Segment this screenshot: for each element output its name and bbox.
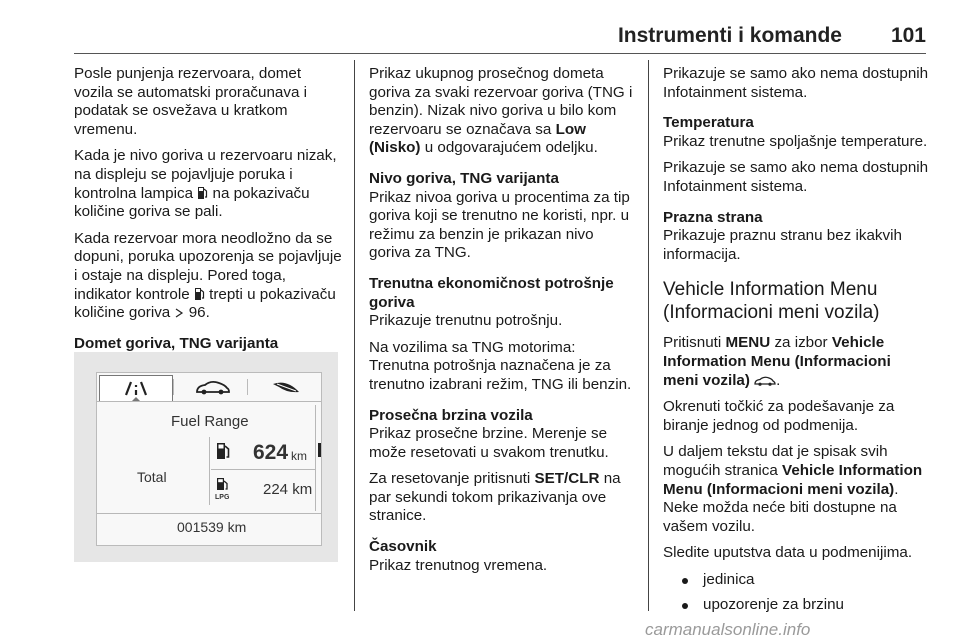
paragraph: Okrenuti točkić za podešavanje za biranje jednog od podmenija.: [663, 398, 895, 434]
text: Kada rezervoar mora neodložno da se dopuni, poruka upozorenja se pojavljuje i ostaje na displeju. Pored toga, indikator kontrole: [74, 229, 342, 303]
tab-selected: [99, 375, 173, 401]
text: u odgovarajućem odeljku.: [424, 139, 598, 157]
page-title: Instrumenti i komande: [617, 24, 842, 47]
fuel-range-unit: km: [291, 449, 307, 463]
divider: [209, 437, 210, 505]
list-item: jedinica: [663, 571, 929, 590]
car-icon: [175, 375, 247, 401]
road-icon: [100, 376, 172, 402]
tab-eco: [249, 375, 321, 401]
page-reference[interactable]: 96.: [188, 304, 210, 322]
bullet-list: [663, 571, 929, 615]
car-icon: [754, 375, 776, 387]
fuel-pump-icon: [197, 186, 208, 200]
paragraph: Prikaz trenutnog vremena.: [369, 556, 548, 574]
column-3: [663, 65, 929, 622]
paragraph: Prikazuje se samo ako nema dostupnih Infotainment sistema.: [663, 159, 929, 195]
bold-term: Vehicle Information Menu (Informacioni meni vozila): [663, 334, 891, 389]
tab-separator: [173, 379, 174, 395]
text: Prikaz ukupnog prosečnog dometa goriva za svaki rezervoar goriva (TNG i benzin). Nizak nivo goriva u bilo kom rezervoaru se označava sa: [369, 65, 633, 138]
column-1: [74, 65, 342, 353]
section-heading: Temperatura: [663, 114, 754, 132]
paragraph: [369, 65, 635, 158]
text: Neke možda neće biti dostupne na vašem vozilu.: [663, 499, 897, 535]
text: trepti u pokazivaču količine goriva: [74, 285, 336, 322]
text: na par sekundi tokom prikazivanja ove stranice.: [369, 470, 621, 525]
display-screen: [96, 372, 322, 546]
button-name: MENU: [725, 334, 771, 352]
odometer: 001539 km: [177, 519, 247, 535]
text: U daljem tekstu dat je spisak svih mogućih stranica: [663, 443, 888, 479]
section-heading: Prazna strana: [663, 208, 763, 226]
section-heading: Časovnik: [369, 538, 437, 556]
section-heading: Prosečna brzina vozila: [369, 406, 533, 424]
paragraph: Prikaz nivoa goriva u procentima za tip goriva koji se trenutno ne koristi, npr. u režimu za benzin je prikazan nivo goriva za TNG.: [369, 188, 630, 262]
total-label: Total: [137, 469, 167, 485]
paragraph: Prikazuje praznu stranu bez ikakvih informacija.: [663, 227, 902, 263]
page-reference-icon: [174, 307, 184, 319]
text: na pokazivaču količine goriva se pali.: [74, 184, 310, 221]
chapter-heading: Vehicle Information Menu (Informacioni meni vozila): [663, 279, 880, 324]
bar-marker: [318, 443, 321, 457]
watermark: carmanualsonline.info: [645, 620, 811, 639]
paragraph: Na vozilima sa TNG motorima: Trenutna potrošnja naznačena je za trenutno izabrani režim, TNG ili benzin.: [369, 338, 632, 393]
divider: [211, 469, 315, 470]
fuel-range-title: Fuel Range: [171, 413, 249, 430]
button-name: SET/CLR: [534, 470, 600, 488]
paragraph: [74, 230, 342, 323]
lpg-label: LPG: [215, 494, 230, 501]
text: Kada je nivo goriva u rezervoaru nizak, na displeju se pojavljuje poruka i kontrolna lampica: [74, 147, 337, 202]
fuel-range-value: 624: [253, 441, 289, 464]
text: Za resetovanje pritisnuti: [369, 470, 531, 488]
fuel-range-illustration: [74, 352, 338, 562]
paragraph: Pritisnuti MENU za izbor Vehicle Information Menu (Informacioni meni vozila) .: [663, 334, 891, 389]
paragraph: Prikaz prosečne brzine. Merenje se može resetovati u svakom trenutku.: [369, 425, 609, 461]
fuel-pump-icon: [194, 287, 205, 301]
section-heading: Domet goriva, TNG varijanta: [74, 334, 279, 352]
fuel-pump-icon: [215, 441, 231, 461]
list-item: upozorenje za brzinu: [663, 596, 929, 615]
page-header: [0, 0, 960, 52]
paragraph: Prikaz trenutne spoljašnje temperature.: [663, 132, 928, 150]
leaf-icon: [249, 375, 321, 401]
paragraph: Posle punjenja rezervoara, domet vozila se automatski proračunava i podatak se osvežava u kratkom vremenu.: [74, 65, 307, 138]
column-2: [369, 65, 635, 583]
paragraph: [369, 470, 635, 526]
bold-term: Low (Nisko): [369, 120, 586, 157]
divider: [97, 401, 321, 402]
divider: [315, 405, 316, 511]
paragraph: U daljem tekstu dat je spisak svih mogućih stranica Vehicle Information Menu (Informacioni meni vozila). Neke možda neće biti dostupne na vašem vozilu.: [663, 443, 923, 535]
paragraph: [74, 147, 342, 221]
column-divider-2: [648, 60, 649, 611]
section-heading: Nivo goriva, TNG varijanta: [369, 169, 559, 187]
paragraph: Prikazuje trenutnu potrošnju.: [369, 312, 563, 330]
tab-separator: [247, 379, 248, 395]
lpg-range-value: 224 km: [263, 481, 313, 498]
tab-car: [175, 375, 247, 401]
paragraph: Sledite uputstva data u podmenijima.: [663, 544, 913, 562]
bold-term: Vehicle Information Menu (Informacioni meni vozila): [663, 461, 923, 498]
header-rule: [74, 53, 926, 54]
page-number: 101: [890, 24, 926, 47]
column-divider-1: [354, 60, 355, 611]
section-heading: Trenutna ekonomičnost potrošnje goriva: [369, 274, 614, 311]
divider: [97, 513, 321, 514]
paragraph: Prikazuje se samo ako nema dostupnih Infotainment sistema.: [663, 65, 929, 101]
text: Pritisnuti: [663, 334, 722, 352]
text: za izbor: [774, 334, 828, 352]
lpg-fuel-icon: [215, 477, 231, 493]
